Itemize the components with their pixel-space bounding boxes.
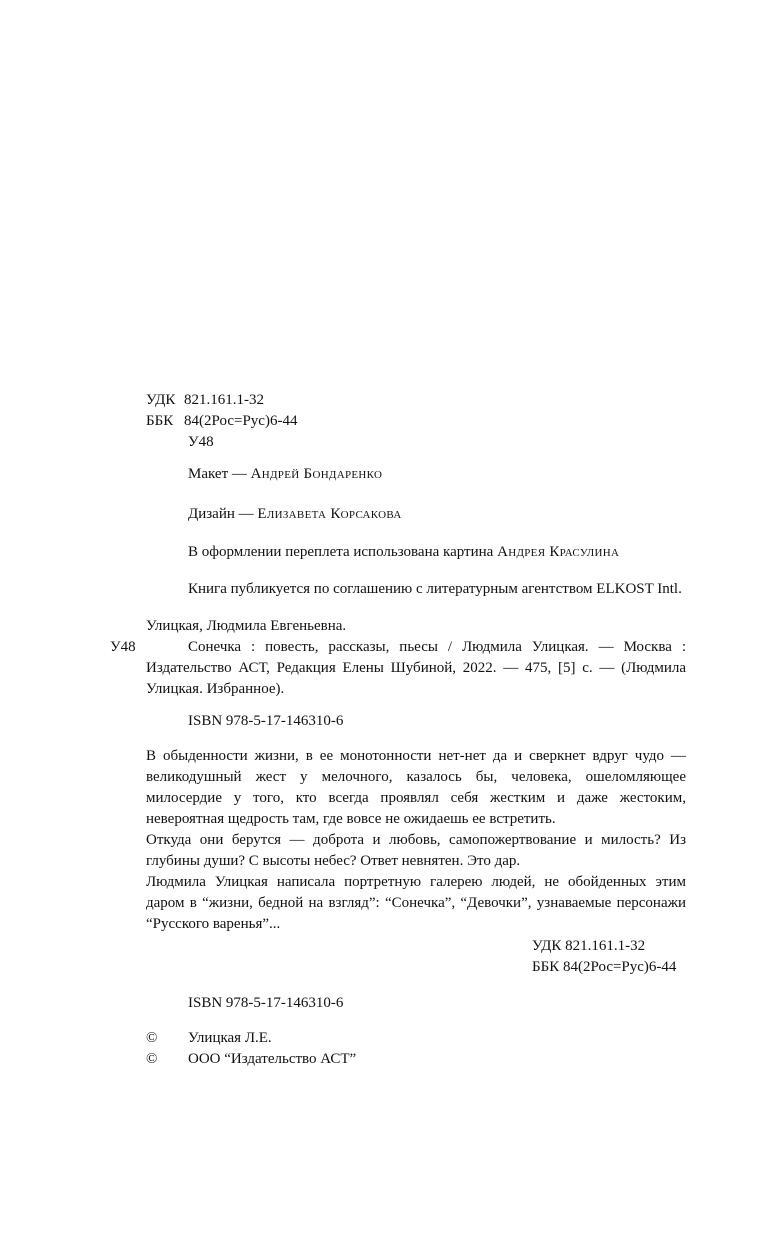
agency-note: Книга публикуется по соглашению с литературным агентством ELKOST Intl.: [188, 581, 682, 597]
bbk-value: 84(2Рос=Рус)6-44: [184, 413, 298, 429]
annotation: [146, 746, 686, 935]
bottom-isbn: ISBN 978-5-17-146310-6: [188, 995, 344, 1011]
bib-description: Сонечка : повесть, рассказы, пьесы / Людмила Улицкая. — Москва : Издательство АСТ, Редакция Елены Шубиной, 2022. — 475, [5] с. — (Людмила Улицкая. Избранное).: [146, 639, 686, 697]
cover-credit-artist: Андрея Красулина: [497, 544, 620, 560]
classification-block: [146, 390, 297, 453]
layout-credit-name: Андрей Бондаренко: [250, 466, 383, 482]
layout-credit-prefix: Макет —: [188, 466, 251, 482]
copyright-holder-author: Улицкая Л.Е.: [188, 1030, 272, 1046]
copyright-sign: ©: [146, 1030, 158, 1046]
bbk-label: ББК: [146, 413, 174, 429]
bib-isbn: ISBN 978-5-17-146310-6: [188, 713, 344, 729]
design-credit-name: Елизавета Корсакова: [257, 506, 402, 522]
bottom-codes: [532, 936, 676, 978]
cover-credit-prefix: В оформлении переплета использована картина: [188, 544, 498, 560]
cover-credit: [188, 542, 619, 563]
annotation-paragraph-1: В обыденности жизни, в ее монотонности нет-нет да и сверкнет вдруг чудо — великодушный жест у мелочного, казалось бы, человека, ошеломляющее милосердие у того, кто всегда проявлял себя жестким и даже жестоким, невероятная щедрость там, где вовсе не ожидаешь ее встретить.: [146, 748, 686, 827]
udk-label: УДК: [146, 392, 176, 408]
layout-credit: [188, 464, 382, 485]
bbk-line: [146, 411, 297, 432]
author-mark: У48: [188, 434, 214, 450]
bottom-bbk: ББК 84(2Рос=Рус)6-44: [532, 959, 677, 975]
udk-line: [146, 390, 297, 411]
bib-mark: У48: [110, 639, 136, 655]
copyright-line-author: [146, 1028, 356, 1049]
design-credit: [188, 504, 402, 525]
annotation-paragraph-2: Откуда они берутся — доброта и любовь, самопожертвование и милость? Из глубины души? С высоты небес? Ответ невнятен. Это дар.: [146, 832, 686, 869]
copyright-block: [146, 1028, 356, 1070]
author-heading: Улицкая, Людмила Евгеньевна.: [146, 618, 347, 634]
annotation-paragraph-3: Людмила Улицкая написала портретную галерею людей, не обойденных этим даром в “жизни, бедной на взгляд”: “Сонечка”, “Девочки”, узнаваемые персонажи “Русского варенья”...: [146, 874, 686, 932]
copyright-holder-publisher: ООО “Издательство АСТ”: [188, 1051, 357, 1067]
design-credit-prefix: Дизайн —: [188, 506, 258, 522]
bottom-udk: УДК 821.161.1-32: [532, 938, 646, 954]
udk-value: 821.161.1-32: [184, 392, 264, 408]
author-mark-line: [146, 432, 297, 453]
copyright-sign: ©: [146, 1051, 158, 1067]
copyright-line-publisher: [146, 1049, 356, 1070]
